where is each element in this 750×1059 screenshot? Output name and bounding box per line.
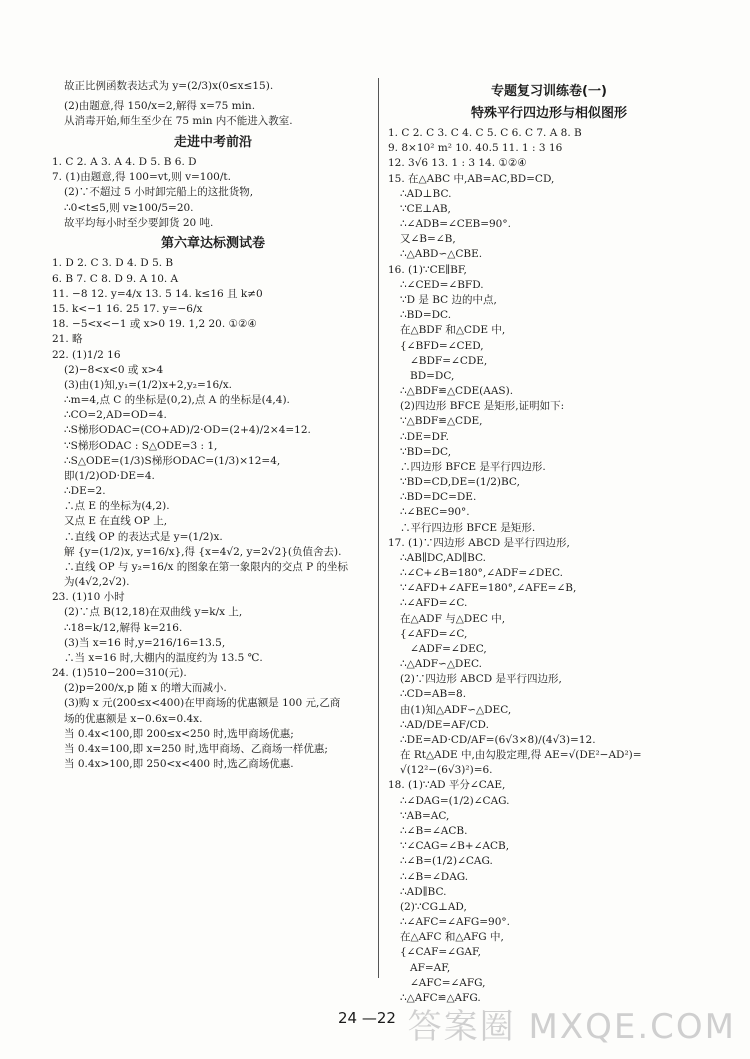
text-line: ∵AB=AC,	[400, 809, 450, 822]
text-line: 6. B 7. C 8. D 9. A 10. A	[52, 272, 179, 285]
section-body	[388, 126, 710, 1005]
text-line: ∴直线 OP 与 y₂=16/x 的图象在第一象限内的交点 P 的坐标	[64, 560, 349, 573]
text-line: (2)−8<x<0 或 x>4	[64, 363, 164, 376]
section-subheading: 特殊平行四边形与相似图形	[470, 105, 627, 121]
text-line: 故平均每小时至少要卸货 20 吨.	[64, 216, 214, 229]
text-line: ∵S梯形ODAC : S△ODE=3 : 1,	[64, 439, 218, 452]
text-line: 又点 E 在直线 OP 上,	[64, 515, 168, 528]
text-line: ∴∠ADB=∠CEB=90°.	[400, 218, 511, 231]
text-line: 9. 8×10² m² 10. 40.5 11. 1 : 3 16	[388, 142, 563, 155]
text-line: {∠AFD=∠C,	[400, 627, 468, 640]
text-line: 21. 略	[52, 333, 83, 346]
text-line: 15. k<−1 16. 25 17. y=−6/x	[52, 302, 203, 315]
text-line: ∴∠BEC=90°.	[400, 506, 470, 519]
text-line: 在△AFC 和△AFG 中,	[400, 931, 504, 944]
text-line: 场的优惠额是 x−0.6x=0.4x.	[64, 712, 203, 725]
left-column	[52, 78, 374, 772]
text-line: 15. 在△ABC 中,AB=AC,BD=CD,	[388, 172, 555, 185]
text-line: 23. (1)10 小时	[52, 591, 125, 604]
text-line: ∴CO=2,AD=OD=4.	[64, 409, 167, 422]
page-number: 24 —22	[338, 1009, 396, 1027]
text-line: ∴∠DAG=(1/2)∠CAG.	[400, 794, 510, 807]
text-line: 又∠B=∠B,	[400, 233, 456, 246]
text-line: 解 {y=(1/2)x, y=16/x},得 {x=4√2, y=2√2}(负值舍去).	[64, 545, 342, 558]
text-line: 16. (1)∵CE∥BF,	[388, 263, 467, 276]
section-body	[52, 256, 374, 771]
text-line: 24. (1)510−200=310(元).	[52, 667, 187, 680]
text-line: {∠BFD=∠CED,	[400, 339, 484, 352]
text-line: ∵△BDF≌△CDE,	[400, 415, 483, 428]
text-line: ∵∠AFD+∠AFE=180°,∠AFE=∠B,	[400, 582, 577, 595]
section-heading: 走进中考前沿	[173, 134, 252, 150]
text-line: ∴∠AFD=∠C.	[400, 597, 468, 610]
text-line: (2)∵CG⊥AD,	[400, 900, 467, 913]
text-line: ∵BD=DC,	[400, 445, 452, 458]
text-line: 1. D 2. C 3. D 4. D 5. B	[52, 257, 174, 270]
text-line: (3)由(1)知,y₁=(1/2)x+2,y₂=16/x.	[64, 378, 232, 391]
text-line: 11. −8 12. y=4/x 13. 5 14. k≤16 且 k≠0	[52, 287, 263, 300]
text-line: 17. (1)∵四边形 ABCD 是平行四边形,	[388, 536, 570, 549]
text-line: ∴△ABD∽△CBE.	[400, 248, 483, 261]
text-line: ∴S△ODE=(1/3)S梯形ODAC=(1/3)×12=4,	[64, 454, 281, 467]
text-line: 当 0.4x>100,即 250<x<400 时,选乙商场优惠.	[64, 758, 294, 771]
text-line: ∠ADF=∠DEC,	[410, 642, 487, 655]
text-line: ∴CD=AB=8.	[400, 688, 467, 701]
text-line: 为(4√2,2√2).	[64, 576, 130, 589]
text-line: 即(1/2)OD·DE=4.	[64, 469, 155, 482]
text-line: 18. (1)∵AD 平分∠CAE,	[388, 779, 506, 792]
text-line: ∴∠B=∠ACB.	[400, 825, 468, 837]
text-line: ∴AD/DE=AF/CD.	[400, 718, 489, 731]
text-line: (2)由题意,得 150/x=2,解得 x=75 min.	[64, 100, 256, 113]
text-line: ∴DE=DF.	[400, 430, 449, 443]
text-line: 7. (1)由题意,得 100=vt,则 v=100/t.	[52, 171, 231, 184]
text-line: (2)∵四边形 ABCD 是平行四边形,	[400, 673, 562, 686]
text-line: AF=AF,	[410, 961, 451, 974]
column-divider	[378, 78, 379, 978]
text-line: ∴点 E 的坐标为(4,2).	[64, 500, 170, 513]
text-line: (3)购 x 元(200≤x<400)在甲商场的优惠额是 100 元,乙商	[64, 697, 341, 710]
text-line: ∴S梯形ODAC=(CO+AD)/2·OD=(2+4)/2×4=12.	[64, 424, 311, 437]
text-line: ∴AB∥DC,AD∥BC.	[400, 551, 487, 564]
text-line: 故正比例函数表达式为 y=(2/3)x(0≤x≤15).	[64, 80, 274, 92]
text-line: 12. 3√6 13. 1 : 3 14. ①②④	[388, 157, 527, 170]
text-line: 在△BDF 和△CDE 中,	[400, 324, 506, 337]
text-line: 1. C 2. A 3. A 4. D 5. B 6. D	[52, 156, 197, 169]
text-line: (2)四边形 BFCE 是矩形,证明如下:	[400, 400, 565, 413]
text-line: {∠CAF=∠GAF,	[400, 946, 481, 959]
text-line: ∴AD⊥BC.	[400, 187, 452, 200]
section-heading: 专题复习训练卷(一)	[491, 84, 607, 99]
text-line: 由(1)知△ADF∽△DEC,	[400, 703, 512, 716]
text-line: ∴BD=DC=DE.	[400, 491, 477, 504]
text-line: 22. (1)1/2 16	[52, 348, 121, 361]
section-heading: 第六章达标测试卷	[160, 235, 265, 251]
text-line: ∴AD∥BC.	[400, 885, 447, 898]
text-line: (2)∵点 B(12,18)在双曲线 y=k/x 上,	[64, 606, 243, 619]
text-line: ∴18=k/12,解得 k=216.	[64, 621, 183, 634]
text-line: (2)∵不超过 5 小时卸完船上的这批货物,	[64, 186, 254, 199]
text-line: 当 0.4x<100,即 200≤x<250 时,选甲商场优惠;	[64, 727, 294, 740]
text-line: BD=DC,	[410, 369, 455, 382]
text-line: ∴DE=2.	[64, 485, 106, 498]
text-line: ∴DE=AD·CD/AF=(6√3×8)/(4√3)=12.	[400, 733, 596, 746]
text-line: 18. −5<x<−1 或 x>0 19. 1,2 20. ①②④	[52, 318, 257, 331]
right-column	[388, 78, 710, 1006]
text-line: ∴0<t≤5,则 v≥100/5=20.	[64, 201, 194, 214]
text-line: ∵∠CAG=∠B+∠ACB,	[400, 840, 510, 853]
text-line: ∴平行四边形 BFCE 是矩形.	[400, 521, 536, 534]
text-line: √(12²−(6√3)²)=6.	[400, 764, 493, 777]
text-line: 从消毒开始,师生至少在 75 min 内不能进入教室.	[64, 115, 293, 128]
text-line: ∴△AFC≌△AFG.	[400, 991, 481, 1004]
text-line: ∵BD=CD,DE=(1/2)BC,	[400, 476, 520, 489]
text-line: ∴∠C+∠B=180°,∠ADF=∠DEC.	[400, 567, 564, 580]
text-line: 当 0.4x=100,即 x=250 时,选甲商场、乙商场一样优惠;	[64, 742, 328, 755]
text-line: ∴△BDF≌△CDE(AAS).	[400, 385, 514, 398]
text-line: 在 Rt△ADE 中,由勾股定理,得 AE=√(DE²−AD²)=	[400, 749, 642, 762]
section-body	[52, 155, 374, 230]
text-line: ∠AFC=∠AFG,	[410, 976, 486, 989]
text-line: (2)p=200/x,p 随 x 的增大而减小.	[64, 682, 227, 695]
text-line: ∴m=4,点 C 的坐标是(0,2),点 A 的坐标是(4,4).	[64, 394, 290, 407]
text-line: ∴∠B=∠DAG.	[400, 870, 469, 883]
text-line: ∴△ADF∽△DEC.	[400, 658, 482, 671]
text-line: ∴BD=DC.	[400, 309, 452, 322]
text-line: ∠BDF=∠CDE,	[410, 354, 488, 367]
text-line: ∴直线 OP 的表达式是 y=(1/2)x.	[64, 530, 223, 543]
text-line: ∴当 x=16 时,大棚内的温度约为 13.5 ℃.	[64, 651, 263, 664]
text-line: ∴∠CED=∠BFD.	[400, 278, 484, 291]
text-line: 1. C 2. C 3. C 4. C 5. C 6. C 7. A 8. B	[388, 127, 582, 140]
text-line: ∵CE⊥AB,	[400, 202, 451, 215]
text-line: ∵D 是 BC 边的中点,	[400, 293, 497, 306]
text-line: (3)当 x=16 时,y=216/16=13.5,	[64, 636, 226, 649]
text-line: ∴∠B=(1/2)∠CAG.	[400, 855, 493, 868]
left-intro	[52, 79, 374, 129]
watermark-logo: 答案圈 MXQE.COM	[407, 1007, 736, 1048]
text-line: ∴四边形 BFCE 是平行四边形.	[400, 460, 546, 473]
text-line: 在△ADF 与△DEC 中,	[400, 612, 506, 625]
text-line: ∴∠AFC=∠AFG=90°.	[400, 916, 510, 929]
